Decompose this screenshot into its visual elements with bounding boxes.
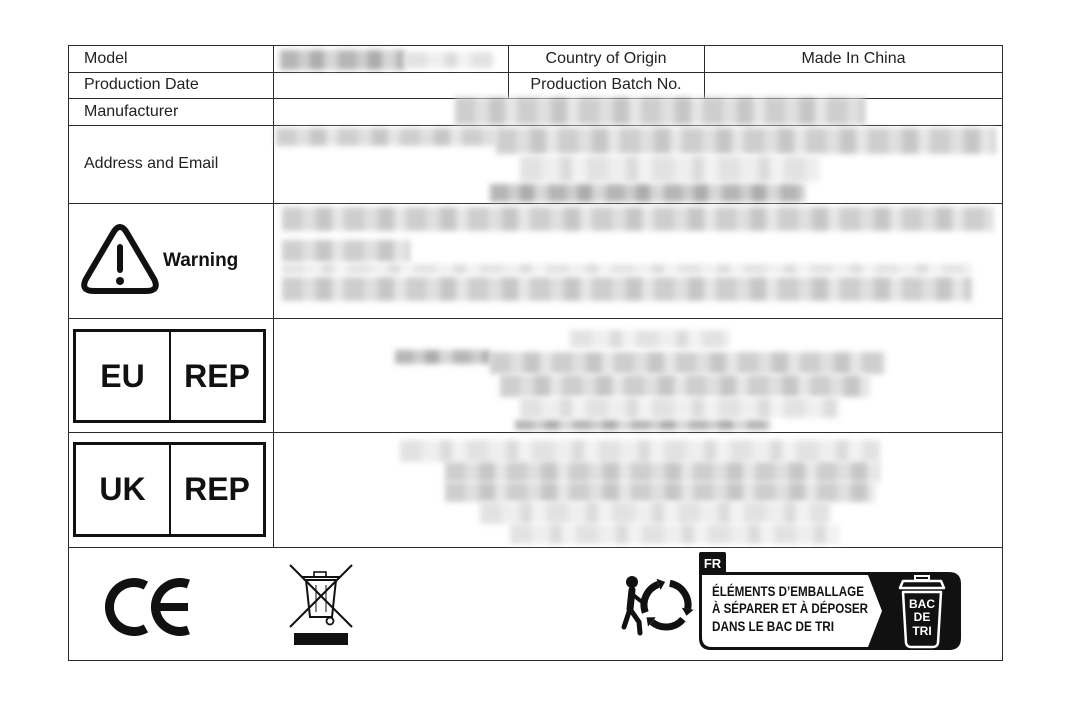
country-of-origin-label: Country of Origin (545, 50, 667, 67)
blurred-text (500, 375, 870, 397)
address-email-label: Address and Email (84, 155, 219, 172)
blurred-text (515, 420, 770, 430)
bin-text: TRI (912, 624, 932, 638)
blurred-text (455, 97, 865, 125)
info-tri-line: ÉLÉMENTS D’EMBALLAGE (712, 584, 864, 599)
bin-text: DE (913, 610, 931, 624)
blurred-text (395, 350, 490, 364)
crossed-out-wheelie-bin-icon (286, 561, 356, 649)
blurred-text (445, 482, 875, 502)
row-divider (68, 547, 1003, 548)
blurred-text (520, 398, 840, 418)
eu-region-text: EU (76, 332, 171, 420)
uk-rep-symbol (73, 442, 266, 537)
production-batch-label: Production Batch No. (530, 76, 682, 93)
blurred-text (480, 502, 830, 524)
bin-text: BAC (909, 597, 935, 611)
info-tri-line: DANS LE BAC DE TRI (712, 619, 834, 634)
blurred-text (282, 277, 972, 301)
column-divider (273, 45, 274, 547)
warning-triangle-icon (80, 219, 160, 295)
row-divider (68, 432, 1003, 433)
blurred-text (282, 264, 972, 274)
blurred-text (400, 440, 880, 462)
ce-mark-icon (100, 573, 196, 643)
info-tri-line: À SÉPARER ET À DÉPOSER (712, 601, 869, 616)
blurred-text (490, 184, 805, 202)
uk-rep-text: REP (184, 471, 250, 507)
row-divider (68, 318, 1003, 319)
triman-icon (620, 565, 696, 643)
uk-region-text: UK (76, 445, 171, 534)
info-tri-country-code: FR (703, 556, 722, 571)
blurred-text (445, 462, 880, 482)
eu-rep-symbol (73, 329, 266, 423)
manufacturer-label: Manufacturer (84, 103, 179, 120)
blurred-text (282, 207, 994, 231)
warning-label: Warning (163, 250, 239, 271)
blurred-text (282, 240, 410, 262)
blurred-text (405, 52, 493, 68)
blurred-text (510, 524, 840, 544)
blurred-text (490, 352, 885, 374)
country-of-origin-value: Made In China (801, 50, 906, 67)
blurred-text (570, 330, 730, 348)
blurred-text (280, 50, 405, 70)
blurred-text (520, 156, 820, 182)
info-tri-label (697, 552, 963, 652)
production-date-label: Production Date (84, 76, 199, 93)
blurred-text (496, 128, 996, 154)
blurred-text (276, 128, 496, 146)
eu-rep-text: REP (184, 358, 250, 394)
model-label: Model (84, 50, 128, 67)
